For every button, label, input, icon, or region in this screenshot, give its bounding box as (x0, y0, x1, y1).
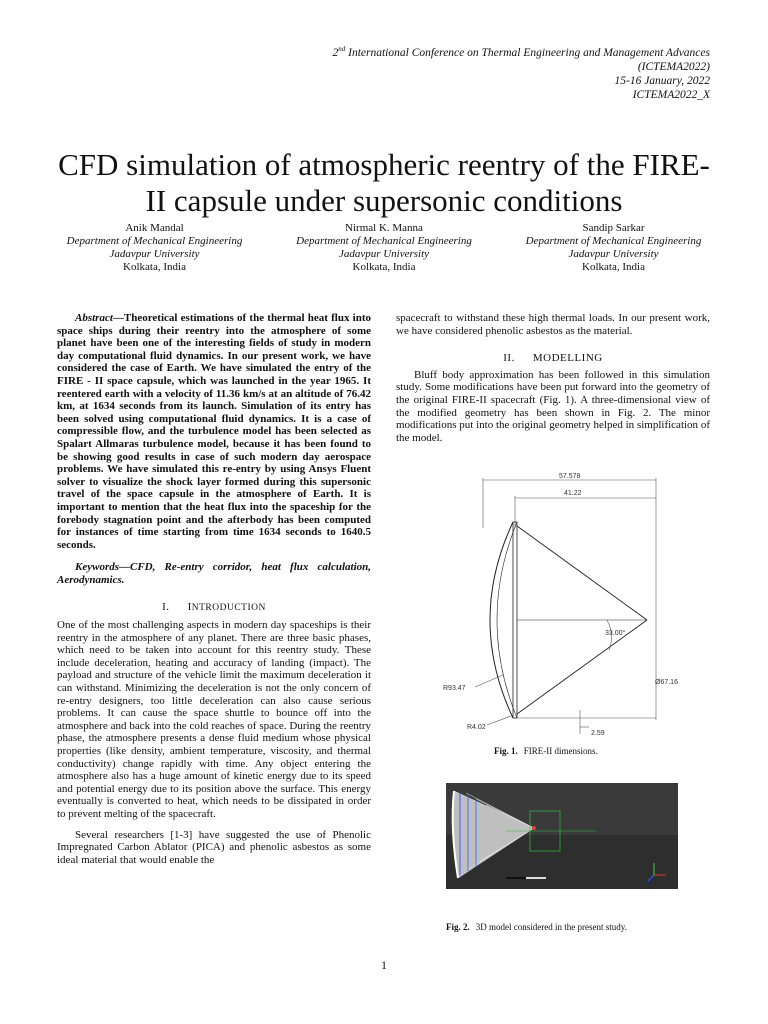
abstract-label: Abstract (75, 312, 113, 324)
intro-paragraph-2: Several researchers [1-3] have suggested the use of Phenolic Impregnated Carbon Ablator (PICA) and phenolic asbestos as some ideal material that would enable the (57, 828, 371, 866)
figure-1-caption-text: FIRE-II dimensions. (523, 746, 598, 756)
keywords: Keywords—CFD, Re-entry corridor, heat flux calculation, Aerodynamics. (57, 561, 371, 586)
dim-label-corner-radius: R4.02 (467, 724, 486, 731)
dim-label-diameter: Ø67.16 (655, 679, 678, 686)
figure-1-drawing (437, 470, 687, 742)
page-number: 1 (381, 958, 387, 972)
conference-line-2: (ICTEMA2022) (637, 60, 710, 73)
author-name: Anik Mandal (125, 222, 184, 234)
author-2 (270, 222, 499, 274)
modelling-paragraph: Bluff body approximation has been followed in this simulation study. Some modifications have been put forward into the geometry of the original FIRE-II spacecraft (Fig. 1). A three-dimensional view of the modified geometry has been shown in Fig. 2. The minor modifications put into the original geometry helped in simplification of the model. (396, 368, 710, 444)
dim-label-cone-angle: 33.00° (605, 630, 626, 637)
section-number: II. (503, 352, 515, 365)
figure-2-caption (446, 922, 627, 932)
title-line-1: CFD simulation of atmospheric reentry of the FIRE- (58, 147, 710, 182)
dim-label-overall-length: 57.578 (559, 473, 581, 480)
author-name: Sandip Sarkar (582, 222, 645, 234)
abstract-text: —Theoretical estimations of the thermal heat flux into space ships during their reentry into the atmosphere of some planet have been one of the interesting fields of study in modern day computational fluid dynamics. In our present work, we have considered the case of Earth. We have simulated the entry of the FIRE - II space capsule, which was launched in the year 1965. It reentered earth with a velocity of 11.36 km/s at an altitude of 76.42 km, at 1634 seconds from its launch. Simulation of its entry has been solved using computational fluid dynamics. It is a case of compressible flow, and the turbulence model has been selected as Spalart Allmaras turbulence model, because it has been found to be showing good results in case of such modern day aerospace problems. We have simulated this re-entry by using Ansys Fluent solver to visualize the shock layer formed during this supersonic travel of the space capsule in the atmosphere of Earth. It is important to mention that the heat flux into the spaceship for the forebody stagnation point and the afterbody has been computed for instances of time starting from time 1634 seconds to 1640.5 seconds. (57, 312, 371, 551)
conference-line-1: 2nd International Conference on Thermal Engineering and Management Advances (332, 45, 710, 59)
author-dept: Department of Mechanical Engineering (525, 235, 702, 247)
conference-header (333, 42, 711, 102)
section-heading-modelling (396, 352, 710, 365)
author-city: Kolkata, India (582, 261, 645, 273)
author-univ: Jadavpur University (338, 248, 430, 260)
section-title-first: I (187, 601, 192, 614)
dim-label-cone-length: 41.22 (564, 490, 582, 497)
figure-2-caption-text: 3D model considered in the present study. (475, 922, 627, 932)
conference-date: 15-16 January, 2022 (614, 74, 710, 87)
intro-continuation: spacecraft to withstand these high thermal loads. In our present work, we have considered phenolic asbestos as the material. (396, 312, 710, 337)
section-number: I. (162, 601, 170, 614)
figure-2-label: Fig. 2. (446, 922, 470, 932)
author-city: Kolkata, India (352, 261, 416, 273)
figure-1-label: Fig. 1. (494, 746, 518, 756)
section-heading-introduction (57, 601, 371, 615)
author-dept: Department of Mechanical Engineering (296, 235, 472, 247)
title-line-2: II capsule under supersonic conditions (145, 183, 623, 218)
paper-title (40, 147, 728, 219)
figure-1-caption (494, 746, 598, 756)
section-title: MODELLING (532, 352, 603, 365)
author-univ: Jadavpur University (568, 248, 659, 260)
left-column (57, 312, 371, 866)
right-column (396, 312, 710, 444)
intro-paragraph-1: One of the most challenging aspects in modern day spaceships is their reentry in the atmosphere of any planet. There are three basic phases, which need to be taken into account for this reentry study. These include deceleration, heating and accuracy of landing (impact). The payload and structure of the vehicle limit the maximum deceleration it can withstand. Minimizing the deceleration is not the only concern of re-entry designers, too little deceleration can also cause serious problems. It can cause the space shuttle to bounce off into the atmosphere and back into the cold reaches of space. During the reentry phase, the atmosphere presents a dense fluid medium whose physical properties (like density, ambient temperature, viscosity, and thermal conductivity) change rapidly with time. Any object entering the atmosphere also has a huge amount of kinetic energy due to its speed and potential energy due to its position above the surface. This energy eventually is converted to heat, which needs to be dissipated in order to prevent melting of the spacecraft. (57, 619, 371, 820)
author-dept: Department of Mechanical Engineering (66, 235, 243, 247)
fire-ii-dimension-svg (437, 470, 687, 742)
author-block (40, 222, 728, 274)
abstract (57, 312, 371, 551)
dim-label-shield-radius: R93.47 (443, 685, 466, 692)
paper-id: ICTEMA2022_X (632, 88, 710, 101)
author-1 (40, 222, 269, 274)
author-univ: Jadavpur University (109, 248, 200, 260)
dim-label-offset: 2.59 (591, 730, 605, 737)
author-3 (499, 222, 728, 274)
3d-model-render-svg (446, 783, 678, 889)
author-city: Kolkata, India (123, 261, 186, 273)
section-title-rest: NTRODUCTION (191, 603, 266, 614)
figure-2-3d-model (446, 783, 678, 889)
author-name: Nirmal K. Manna (345, 222, 423, 234)
